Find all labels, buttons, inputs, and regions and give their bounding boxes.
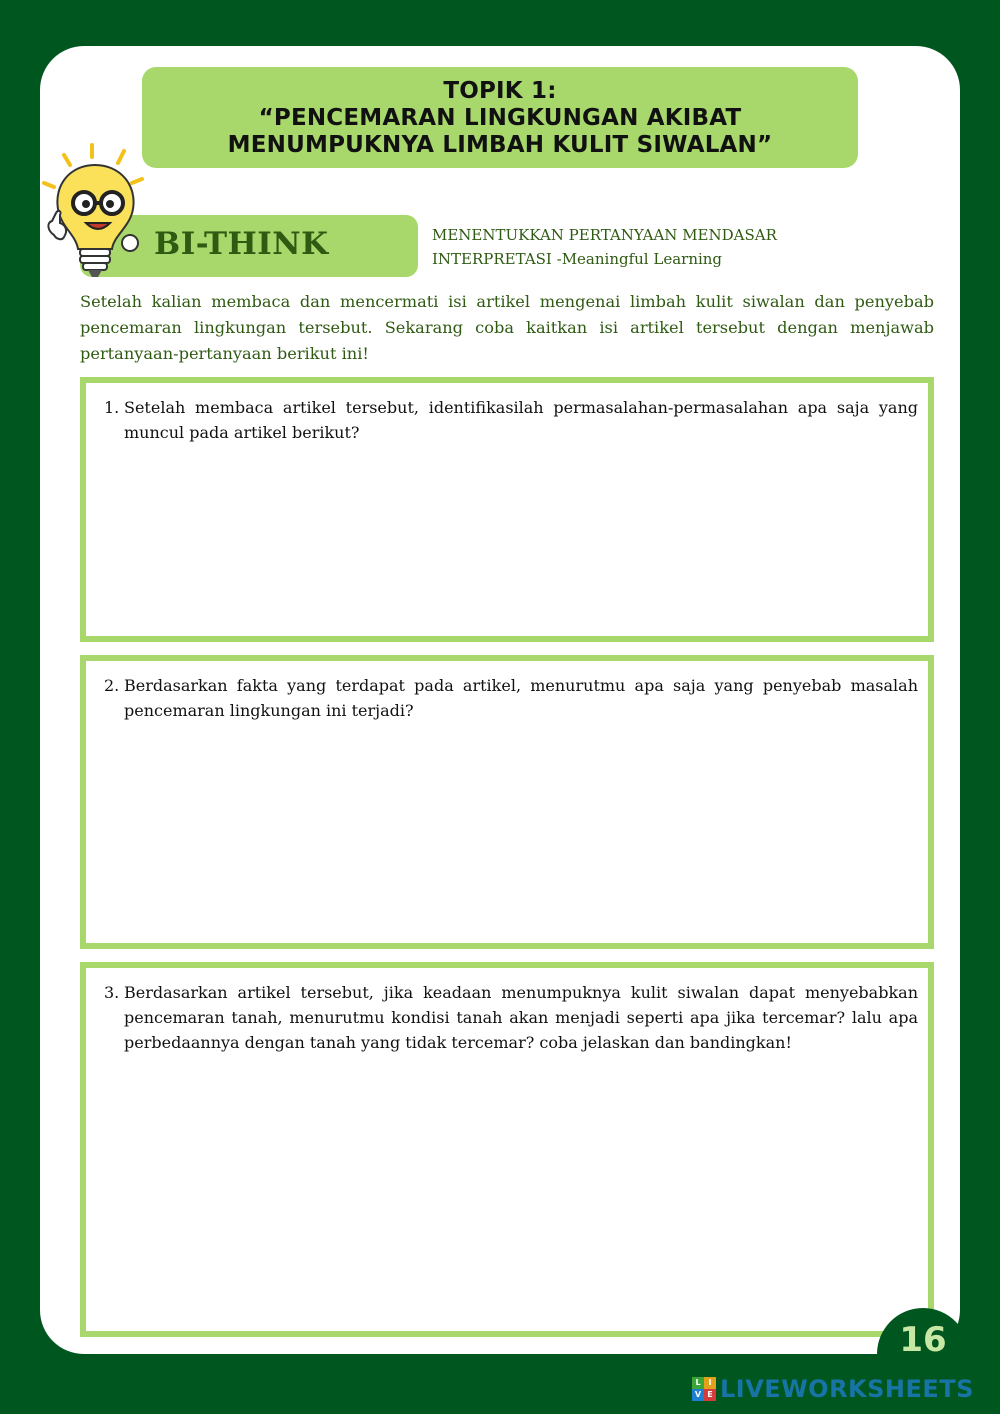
question-box-1[interactable] <box>80 377 934 642</box>
liveworksheets-logo-icon: L I V E <box>692 1377 716 1401</box>
topic-title-line2: “PENCEMARAN LINGKUNGAN AKIBAT <box>258 105 742 131</box>
liveworksheets-watermark <box>692 1376 974 1402</box>
topic-title-line3: MENUMPUKNYA LIMBAH KULIT SIWALAN” <box>227 132 773 158</box>
question-text: Setelah membaca artikel tersebut, identifikasilah permasalahan-permasalahan apa saja yang muncul pada artikel berikut? <box>124 398 918 442</box>
watermark-text: LIVEWORKSHEETS <box>720 1375 974 1403</box>
topic-title-line1: TOPIK 1: <box>443 78 557 104</box>
page-number: 16 <box>899 1320 947 1360</box>
bi-think-label: BI-THINK <box>154 226 329 262</box>
section-subtitle <box>432 223 777 271</box>
question-box-3[interactable] <box>80 962 934 1337</box>
question-number: 2. <box>104 676 120 695</box>
intro-paragraph: Setelah kalian membaca dan mencermati isi artikel mengenai limbah kulit siwalan dan penyebab pencemaran lingkungan tersebut. Sekarang coba kaitkan isi artikel tersebut dengan menjawab pertanyaan-pertanyaan berikut ini! <box>80 292 934 363</box>
question-text: Berdasarkan fakta yang terdapat pada artikel, menurutmu apa saja yang penyebab masalah pencemaran lingkungan ini terjadi? <box>124 676 918 720</box>
lightbulb-mascot-icon <box>40 143 158 283</box>
question-box-2[interactable] <box>80 655 934 949</box>
question-number: 3. <box>104 983 120 1002</box>
topic-title-box <box>142 67 858 168</box>
section-subtitle-line2: INTERPRETASI -Meaningful Learning <box>432 250 723 268</box>
question-number: 1. <box>104 398 120 417</box>
question-text: Berdasarkan artikel tersebut, jika keadaan menumpuknya kulit siwalan dapat menyebabkan pencemaran tanah, menurutmu kondisi tanah akan menjadi seperti apa jika tercemar? lalu apa perbedaannya dengan tanah yang tidak tercemar? coba jelaskan dan bandingkan! <box>124 983 918 1052</box>
section-subtitle-line1: MENENTUKKAN PERTANYAAN MENDASAR <box>432 226 777 244</box>
question-2 <box>104 673 918 723</box>
question-1 <box>104 395 918 445</box>
question-3 <box>104 980 918 1055</box>
